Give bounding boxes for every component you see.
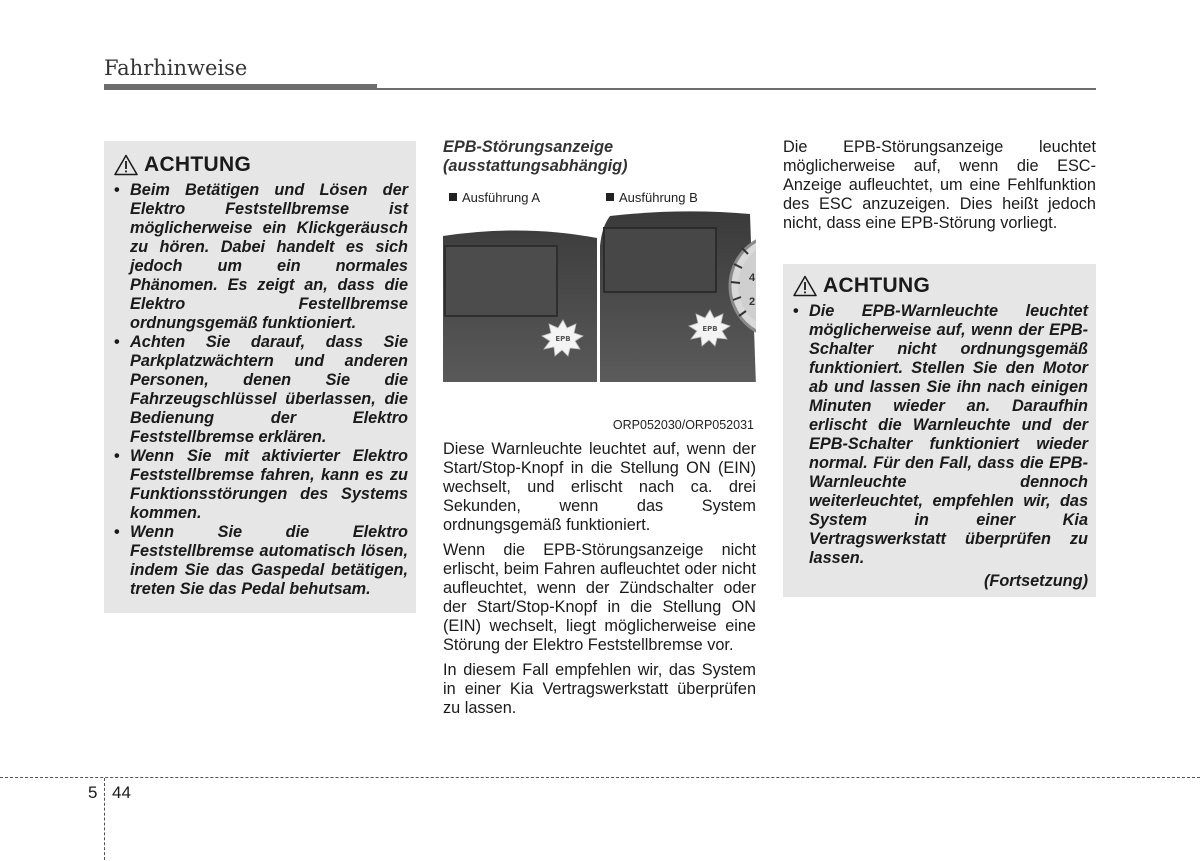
- right-column: [783, 138, 1096, 239]
- caution-title: ACHTUNG: [823, 274, 931, 297]
- section-title-line2: (ausstattungsabhängig): [443, 157, 628, 175]
- instrument-cluster-figure: [443, 186, 756, 436]
- caution-header: [114, 153, 408, 177]
- epb-indicator-text: EPB: [702, 325, 718, 333]
- section-title: [443, 138, 756, 176]
- continuation-note: (Fortsetzung): [984, 572, 1088, 590]
- paragraph: Die EPB-Störungsanzeige leuchtet möglicherweise auf, wenn die ESC-Anzeige aufleuchtet, um eine Fehlfunktion des ESC anzuzeigen. Dies heißt jedoch nicht, dass eine EPB-Störung vorliegt.: [783, 138, 1096, 232]
- caution-title: ACHTUNG: [144, 153, 252, 176]
- caution-list: [793, 302, 1088, 568]
- paragraph: Diese Warnleuchte leuchtet auf, wenn der Start/Stop-Knopf in die Stellung ON (EIN) wechselt, und erlischt nach ca. drei Sekunden, wenn das System ordnungsgemäß funktioniert.: [443, 440, 756, 534]
- caution-item: • Wenn Sie die Elektro Feststellbremse automatisch lösen, indem Sie das Gaspedal betätigen, treten Sie das Pedal behutsam.: [114, 523, 408, 599]
- caution-box-right: [783, 264, 1096, 597]
- cluster-illustration-b: [600, 186, 756, 386]
- caution-header: [793, 274, 1088, 298]
- figure-panel-b: [600, 186, 756, 386]
- running-header: Fahrhinweise: [104, 56, 248, 80]
- warning-triangle-icon: [114, 154, 138, 176]
- epb-warning-light-b: [688, 308, 732, 348]
- figure-label-b: Ausführung B: [606, 190, 698, 205]
- paragraph: Wenn die EPB-Störungsanzeige nicht erlischt, beim Fahren aufleuchtet oder nicht aufleuchtet, wenn der Zündschalter oder der Start/Stop-Knopf in die Stellung ON (EIN) wechselt, liegt möglicherweise eine Störung der Elektro Feststellbremse vor.: [443, 541, 756, 654]
- square-bullet-icon: [606, 193, 614, 201]
- footer-divider: [104, 778, 105, 860]
- header-rule-thick: [104, 84, 377, 90]
- caution-item: • Achten Sie darauf, dass Sie Parkplatzwächtern und anderen Personen, denen Sie die Fahrzeugschlüssel überlassen, die Bedienung der Elektro Feststellbremse erklären.: [114, 333, 408, 447]
- caution-item: • Beim Betätigen und Lösen der Elektro Feststellbremse ist möglicherweise ein Klickgeräusch zu hören. Dabei handelt es sich jedoch um ein normales Phänomen. Es zeigt an, dass die Elektro Festellbremse ordnungsgemäß funktioniert.: [114, 181, 408, 333]
- page-number: 44: [112, 783, 131, 802]
- gauge-number: 4: [749, 272, 756, 284]
- gauge-number: 2: [749, 296, 756, 308]
- section-title-line1: EPB-Störungsanzeige: [443, 138, 614, 156]
- figure-panel-a: [443, 186, 597, 386]
- caution-list: [114, 181, 408, 599]
- header-rule-thin: [377, 88, 1096, 90]
- warning-triangle-icon: [793, 275, 817, 297]
- caution-item: • Die EPB-Warnleuchte leuchtet möglicherweise auf, wenn der EPB-Schalter nicht ordnungsgemäß funktioniert. Stellen Sie den Motor ab und lassen Sie ihn nach einigen Minuten wieder an. Daraufhin erlischt die Warnleuchte und der EPB-Schalter funktioniert wieder normal. Für den Fall, dass die EPB-Warnleuchte dennoch weiterleuchtet, empfehlen wir, das System in einer Kia Vertragswerkstatt überprüfen zu lassen.: [793, 302, 1088, 568]
- caution-box-left: [104, 141, 416, 613]
- epb-indicator-text: EPB: [555, 335, 571, 343]
- middle-column: [443, 138, 756, 724]
- chapter-number: 5: [88, 783, 98, 802]
- square-bullet-icon: [449, 193, 457, 201]
- footer-rule: [0, 777, 1200, 778]
- caution-item: • Wenn Sie mit aktivierter Elektro Feststellbremse fahren, kann es zu Funktionsstörungen des Systems kommen.: [114, 447, 408, 523]
- figure-label-a: Ausführung A: [449, 190, 540, 205]
- epb-warning-light-a: [541, 318, 585, 358]
- figure-code: ORP052030/ORP052031: [612, 418, 754, 432]
- middle-body-text: [443, 440, 756, 718]
- paragraph: In diesem Fall empfehlen wir, das System in einer Kia Vertragswerkstatt überprüfen zu lassen.: [443, 661, 756, 717]
